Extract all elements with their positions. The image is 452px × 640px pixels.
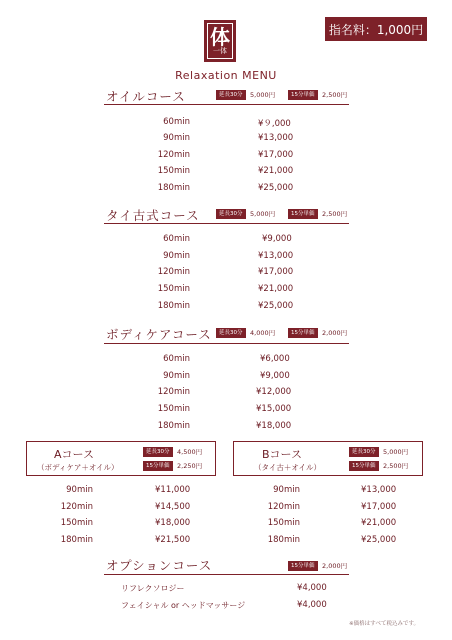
price: ¥14,500	[155, 502, 191, 512]
nomination-fee-badge: 指名料：1,000円	[325, 17, 427, 41]
duration: 60min	[163, 117, 190, 127]
price: ¥９,000	[258, 119, 291, 129]
unit-price: 2,500円	[322, 91, 348, 99]
duration: 120min	[60, 502, 93, 512]
logo	[204, 20, 236, 62]
price: ¥9,000	[260, 371, 290, 381]
extension-tag: 延長30分	[216, 90, 246, 100]
unit-price-tag: 15分単価	[288, 561, 318, 571]
duration: 90min	[163, 371, 190, 381]
duration: 150min	[157, 284, 190, 294]
duration: 180min	[60, 535, 93, 545]
duration: 120min	[157, 267, 190, 277]
section-title: オプションコース	[106, 558, 213, 573]
price: ¥25,000	[258, 183, 294, 193]
duration: 150min	[157, 404, 190, 414]
price: ¥13,000	[258, 251, 294, 261]
option-name: リフレクソロジー	[121, 584, 185, 593]
divider	[104, 343, 349, 344]
duration: 90min	[273, 485, 300, 495]
extension-tag: 延長30分	[349, 447, 379, 457]
price: ¥13,000	[361, 485, 397, 495]
unit-price: 2,250円	[177, 462, 203, 470]
duration: 120min	[157, 150, 190, 160]
extension-price: 5,000円	[250, 210, 276, 218]
duration: 180min	[157, 421, 190, 431]
unit-price: 2,500円	[322, 210, 348, 218]
duration: 90min	[163, 133, 190, 143]
unit-price: 2,500円	[383, 462, 409, 470]
divider	[104, 223, 349, 224]
duration: 150min	[157, 166, 190, 176]
extension-tag: 延長30分	[216, 209, 246, 219]
box-subtitle: （タイ古＋オイル）	[254, 463, 321, 472]
section-title: タイ古式コース	[106, 208, 200, 223]
price: ¥17,000	[361, 502, 397, 512]
box-title: Aコース	[54, 448, 94, 461]
price: ¥6,000	[260, 354, 290, 364]
price: ¥15,000	[256, 404, 292, 414]
extension-tag: 延長30分	[143, 447, 173, 457]
price: ¥11,000	[155, 485, 191, 495]
duration: 60min	[163, 354, 190, 364]
price: ¥21,500	[155, 535, 191, 545]
box-subtitle: （ボディケア＋オイル）	[37, 463, 119, 472]
price: ¥4,000	[297, 583, 327, 593]
price: ¥18,000	[155, 518, 191, 528]
logo-sub: 一体	[213, 46, 227, 55]
duration: 180min	[267, 535, 300, 545]
price: ¥12,000	[256, 387, 292, 397]
section-title: オイルコース	[106, 89, 186, 104]
option-name: フェイシャル or ヘッドマッサージ	[121, 601, 246, 610]
divider	[104, 104, 349, 105]
unit-price-tag: 15分単価	[288, 328, 318, 338]
divider	[104, 574, 349, 575]
duration: 60min	[163, 234, 190, 244]
price: ¥21,000	[361, 518, 397, 528]
unit-price: 2,000円	[322, 562, 348, 570]
tax-note: ※価格はすべて税込みです。	[349, 621, 420, 627]
price: ¥13,000	[258, 133, 294, 143]
duration: 180min	[157, 183, 190, 193]
unit-price-tag: 15分単価	[288, 209, 318, 219]
price: ¥18,000	[256, 421, 292, 431]
extension-price: 4,000円	[250, 329, 276, 337]
unit-price: 2,000円	[322, 329, 348, 337]
price: ¥21,000	[258, 284, 294, 294]
duration: 120min	[267, 502, 300, 512]
duration: 90min	[66, 485, 93, 495]
price: ¥21,000	[258, 166, 294, 176]
price: ¥17,000	[258, 150, 294, 160]
logo-kanji: 体	[210, 24, 230, 49]
section-title: ボディケアコース	[106, 327, 212, 342]
menu-title: Relaxation MENU	[175, 69, 277, 82]
box-title: Bコース	[262, 448, 302, 461]
price: ¥17,000	[258, 267, 294, 277]
duration: 90min	[163, 251, 190, 261]
extension-price: 5,000円	[250, 91, 276, 99]
unit-price-tag: 15分単価	[288, 90, 318, 100]
unit-price-tag: 15分単価	[143, 461, 173, 471]
price: ¥9,000	[262, 234, 292, 244]
price: ¥4,000	[297, 600, 327, 610]
extension-price: 5,000円	[383, 448, 409, 456]
price: ¥25,000	[258, 301, 294, 311]
extension-tag: 延長30分	[216, 328, 246, 338]
duration: 150min	[60, 518, 93, 528]
duration: 150min	[267, 518, 300, 528]
duration: 120min	[157, 387, 190, 397]
extension-price: 4,500円	[177, 448, 203, 456]
price: ¥25,000	[361, 535, 397, 545]
unit-price-tag: 15分単価	[349, 461, 379, 471]
duration: 180min	[157, 301, 190, 311]
